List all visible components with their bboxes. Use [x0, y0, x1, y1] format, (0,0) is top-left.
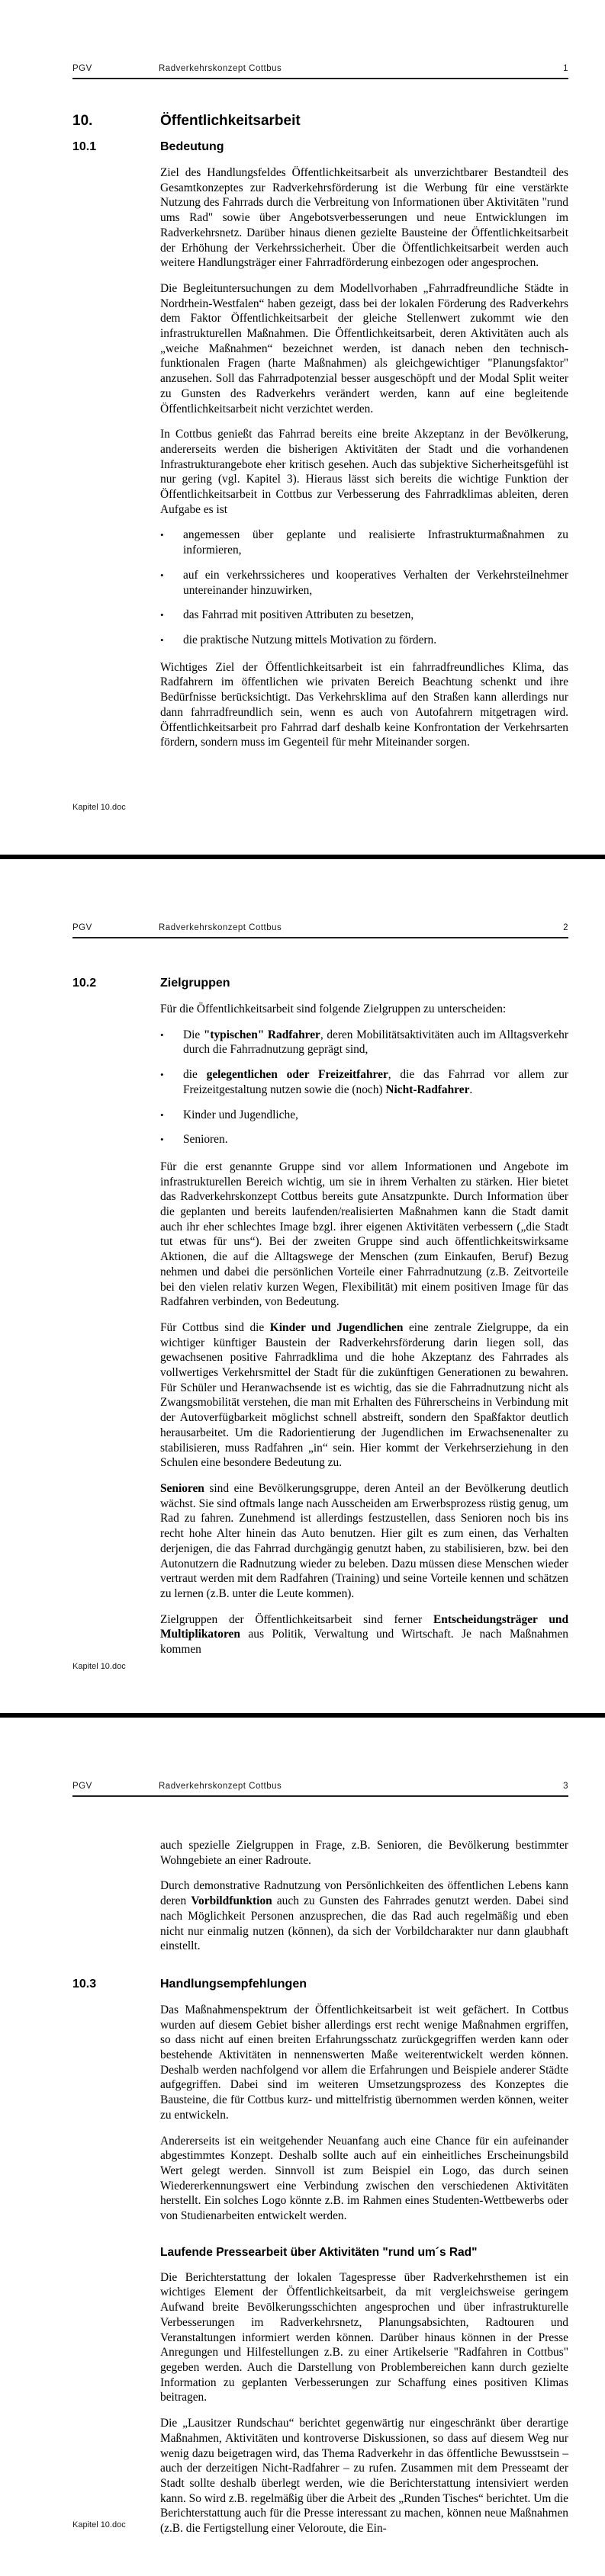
section-heading [72, 140, 568, 154]
section-number: 10.2 [72, 977, 97, 990]
page-content [72, 976, 568, 1668]
sub-heading: Laufende Pressearbeit über Aktivitäten "rund um´s Rad" [160, 2245, 478, 2259]
paragraph: Die Begleituntersuchungen zu dem Modellvorhaben „Fahrradfreundliche Städte in Nordrhein-Westfalen“ haben gezeigt, dass bei der lokalen Förderung des Radverkehrs dem Faktor Öffentlichkeitsarbeit der gleiche Stellenwert zukommt wie den infrastrukturellen Maßnahmen. Die Öffentlichkeitsarbeit, deren Aktivitäten auch als „weiche Maßnahmen“ bezeichnet werden, ist danach neben den technisch-funktionalen Fragen (harte Maßnahmen) als gleichgewichtiger "Planungsfaktor" anzusehen. Soll das Fahrradpotenzial besser ausgeschöpft und der Modal Split weiter zu Gunsten des Radverkehrs verändert werden, kann auf eine begleitende Öffentlichkeitsarbeit nicht verzichtet werden. [160, 281, 568, 415]
page-1 [0, 0, 605, 855]
paragraph: Die Berichterstattung der lokalen Tagespresse über Radverkehrsthemen ist ein wichtiges Element der Öffentlichkeitsarbeit, da mit vergleichsweise geringem Aufwand breite Bevölkerungsschichten angesprochen und über infrastrukturelle Verbesserungen im Radverkehrsnetz, Planungsabsichten, Radtouren und Veranstaltungen informiert werden können. Darüber hinaus können in der Presse Anregungen und Hilfestellungen z.B. zu einer Artikelserie "Radfahren in Cottbus" gegeben werden. Auch die Darstellung von Problembereichen kann durch gezielte Information zu geplanten Verbesserungen zur Schaffung eines positiven Klimas beitragen. [160, 2270, 568, 2404]
paragraph: Für die Öffentlichkeitsarbeit sind folgende Zielgruppen zu unterscheiden: [160, 1002, 507, 1015]
page-footer: Kapitel 10.doc [72, 803, 126, 812]
bullet-dot: • [160, 609, 164, 621]
page-2 [0, 859, 605, 1713]
paragraph: Zielgruppen der Öffentlichkeitsarbeit sind ferner Entscheidungsträger und Multiplikatoren aus Politik, Verwaltung und Wirtschaft. Je nach Maßnahmen kommen [160, 1612, 568, 1657]
section-number: 10. [72, 113, 93, 129]
bullet-dot: • [160, 1028, 164, 1041]
section-heading [72, 113, 568, 130]
page-header [72, 1782, 568, 1791]
header-title: Radverkehrskonzept Cottbus [159, 1782, 282, 1791]
bullet-dot: • [160, 1069, 164, 1081]
bullet-text: angemessen über geplante und realisierte Infrastrukturmaßnahmen zu informieren, [183, 528, 568, 557]
bullet-item [160, 608, 568, 623]
section-heading [72, 976, 568, 990]
paragraph: Durch demonstrative Radnutzung von Persönlichkeiten des öffentlichen Lebens kann deren Vorbildfunktion auch zu Gunsten des Fahrrades genutzt werden. Dabei sind nach Möglichkeit Personen anzusprechen, die das Rad auch regelmäßig und eben nicht nur einmalig nutzen (können), da sich der Vorbildcharakter nur dann glaubhaft einstellt. [160, 1879, 568, 1953]
header-author: PGV [72, 1782, 92, 1791]
header-author: PGV [72, 64, 92, 73]
bullet-list [160, 528, 568, 647]
page-footer: Kapitel 10.doc [72, 1662, 126, 1671]
bullet-item [160, 1028, 568, 1057]
header-rule [72, 1795, 568, 1797]
bullet-dot: • [160, 1108, 164, 1121]
page-footer: Kapitel 10.doc [72, 2520, 126, 2529]
bullet-item [160, 1132, 568, 1147]
bullet-text: Kinder und Jugendliche, [183, 1108, 298, 1121]
section-heading [72, 1977, 568, 1991]
page-header [72, 64, 568, 73]
bullet-list [160, 1028, 568, 1147]
page-content [72, 113, 568, 761]
bullet-item [160, 528, 568, 557]
header-author: PGV [72, 923, 92, 932]
paragraph: In Cottbus genießt das Fahrrad bereits eine breite Akzeptanz in der Bevölkerung, andererseits werden die bisherigen Aktivitäten der Stadt und die vorhandenen Infrastrukturangebote eher kritisch gesehen. Auch das subjektive Sicherheitsgefühl ist nur gering (vgl. Kapitel 3). Hieraus lässt sich bereits die wichtige Funktion der Öffentlichkeitsarbeit in Cottbus zur Verbesserung des Fahrradklimas ableiten, deren Aufgabe es ist [160, 428, 568, 516]
paragraph: Für die erst genannte Gruppe sind vor allem Informationen und Angebote im infrastrukturellen Bereich wichtig, um sie in ihrem Verhalten zu stärken. Hier bietet das Radverkehrskonzept Cottbus bereits gute Ansatzpunkte. Durch Information über die geplanten und bereits laufenden/realisierten Maßnahmen kann die Stadt damit auch ihr eher schlechtes Image bzgl. ihrer eigenen Aktivitäten verbessern („die Stadt tut etwas für uns“). Bei der zweiten Gruppe sind auch öffentlichkeitswirksame Aktionen, die auf die Alltagswege der Menschen (zum Einkaufen, Beruf) Bezug nehmen und dabei die persönlichen Vorteile einer Fahrradnutzung (z.B. Zeitvorteile bei den vielen relativ kurzen Wegen, Flexibilität) mit einem positiven Image für das Radfahren verbinden, von Bedeutung. [160, 1160, 568, 1309]
section-title: Öffentlichkeitsarbeit [160, 113, 301, 129]
bullet-item [160, 1108, 568, 1123]
paragraph: Die „Lausitzer Rundschau“ berichtet gegenwärtig nur eingeschränkt über derartige Maßnahmen, Aktivitäten und kontroverse Diskussionen, so dass auf diesem Weg nur wenig dazu beigetragen wird, das Thema Radverkehr in das öffentliche Bewusstsein – auch der derzeitigen Nicht-Radfahrer – zu rufen. Zusammen mit dem Presseamt der Stadt sollte deshalb überlegt werden, wie die Berichterstattung intensiviert werden kann. So wird z.B. regelmäßig über die Arbeit des „Runden Tisches“ berichtet. Um die Berichterstattung auch für die Presse interessant zu machen, können neue Maßnahmen (z.B. die Fertigstellung einer Veloroute, die Ein- [160, 2417, 568, 2536]
paragraph: Ziel des Handlungsfeldes Öffentlichkeitsarbeit als unverzichtbarer Bestandteil des Gesamtkonzeptes zur Radverkehrsförderung ist die Werbung für eine verstärkte Nutzung des Fahrrads durch die Verbreitung von Informationen über Aktivitäten "rund ums Rad" sowie über Angebotsverbesserungen und neue Entwicklungen im Radverkehrsnetz. Darüber hinaus dienen gezielte Bausteine der Öffentlichkeitsarbeit der Erhöhung der Verkehrssicherheit. Über die Öffentlichkeitsarbeit werden auch weitere Handlungsträger einer Fahrradförderung einbezogen oder angesprochen. [160, 166, 568, 270]
header-title: Radverkehrskonzept Cottbus [159, 923, 282, 932]
bullet-text: die praktische Nutzung mittels Motivation zu fördern. [183, 633, 437, 646]
bullet-text: auf ein verkehrssicheres und kooperatives Verhalten der Verkehrsteilnehmer untereinander hinzuwirken, [183, 568, 568, 597]
section-title: Zielgruppen [160, 977, 230, 990]
page-content [72, 1838, 568, 2547]
bullet-dot: • [160, 569, 164, 581]
paragraph: auch spezielle Zielgruppen in Frage, z.B. Senioren, die Bevölkerung bestimmter Wohngebiete an einer Radroute. [160, 1839, 568, 1867]
section-title: Handlungsempfehlungen [160, 1977, 307, 1991]
page-number: 3 [563, 1782, 568, 1791]
bullet-dot: • [160, 1134, 164, 1146]
header-title: Radverkehrskonzept Cottbus [159, 64, 282, 73]
page-3 [0, 1718, 605, 2576]
bullet-item [160, 1067, 568, 1097]
bullet-dot: • [160, 529, 164, 541]
page-number: 1 [563, 64, 568, 73]
bullet-text: das Fahrrad mit positiven Attributen zu besetzen, [183, 608, 414, 622]
bullet-text: die gelegentlichen oder Freizeitfahrer, die das Fahrrad vor allem zur Freizeitgestaltung nutzen sowie die (noch) Nicht-Radfahrer. [183, 1068, 569, 1096]
bullet-item [160, 568, 568, 598]
page-header [72, 923, 568, 932]
page-number: 2 [563, 923, 568, 932]
bullet-text: Senioren. [183, 1133, 228, 1147]
section-number: 10.1 [72, 140, 97, 153]
paragraph: Wichtiges Ziel der Öffentlichkeitsarbeit ist ein fahrradfreundliches Klima, das Radfahrern im öffentlichen wie privaten Bereich Beachtung schenkt und ihre Bedürfnisse berücksichtigt. Das Verkehrsklima auf den Straßen kann allerdings nur dann fahrradfreundlich sein, wenn es auch von Autofahrern mitgetragen wird. Öffentlichkeitsarbeit pro Fahrrad darf deshalb keine Konfrontation der Verkehrsarten fördern, sondern muss im Gegenteil für mehr Miteinander sorgen. [160, 660, 568, 749]
section-number: 10.3 [72, 1977, 97, 1991]
paragraph: Das Maßnahmenspektrum der Öffentlichkeitsarbeit ist weit gefächert. In Cottbus wurden auf diesem Gebiet bisher allerdings erst recht wenige Maßnahmen ergriffen, so dass nicht auf einen breiten Erfahrungsschatz zurückgegriffen werden kann oder bestehende Aktivitäten in nennenswerten Maße weiterentwickelt werden können. Deshalb werden nachfolgend vor allem die Erfahrungen und Beispiele anderer Städte aufgegriffen. Dabei sind im weiteren Umsetzungsprozess des Konzeptes die Bausteine, die für Cottbus kurz- und mittelfristig übernommen werden können, weiter zu entwickeln. [160, 2003, 568, 2122]
bullet-dot: • [160, 634, 164, 646]
paragraph: Senioren sind eine Bevölkerungsgruppe, deren Anteil an der Bevölkerung deutlich wächst. Sie sind oftmals lange nach Ausscheiden am Erwerbsprozess rüstig genug, um Rad zu fahren. Zunehmend ist allerdings festzustellen, dass Senioren noch bis ins recht hohe Alter hinein das Auto benutzen. Hier gilt es zum einen, das Verhalten derjenigen, die das Fahrrad durchgängig genutzt haben, zu stabilisieren, bzw. bei den Autonutzern die Radnutzung wieder zu beleben. Dazu müssen diese Menschen wieder vertraut werden mit dem Radfahren (Training) und seine Vorteile kennen und schätzen zu lernen (z.B. unter die Leute kommen). [160, 1481, 568, 1600]
bullet-text: Die "typischen" Radfahrer, deren Mobilitätsaktivitäten auch im Alltagsverkehr durch die Fahrradnutzung geprägt sind, [183, 1028, 568, 1057]
header-rule [72, 78, 568, 79]
header-rule [72, 937, 568, 938]
paragraph: Andererseits ist ein weitgehender Neuanfang auch eine Chance für ein aufeinander abgestimmtes Konzept. Deshalb sollte auch auf ein einheitliches Erscheinungsbild Wert gelegt werden. Sinnvoll ist zum Beispiel ein Logo, das durch seinen Wiedererkennungswert eine Verbindung zwischen den verschiedenen Aktivitäten herstellt. Ein solches Logo könnte z.B. im Rahmen eines Studenten-Wettbewerbs oder von Studienarbeiten entwickelt werden. [160, 2134, 568, 2223]
paragraph: Für Cottbus sind die Kinder und Jugendlichen eine zentrale Zielgruppe, da ein wichtiger künftiger Baustein der Radverkehrsförderung darin liegen soll, das gewachsenen positive Fahrradklima und die hohe Akzeptanz des Fahrrades als vollwertiges Verkehrsmittel der Stadt für die zukünftigen Generationen zu bewahren. Für Schüler und Heranwachsende ist es wichtig, das sie die Fahrradnutzung nicht als Zwangsmobilität verstehen, die man mit Erhalten des Führerscheins in Verbindung mit der Autoverfügbarkeit möglichst schnell abstreift, sondern den Spaßfaktor deutlich herausarbeitet. Um die Radorientierung der Jugendlichen im Erwachsenenalter zu stabilisieren, muss Radfahren „in“ sein. Hier kommt der Verkehrserziehung in den Schulen eine besondere Bedeutung zu. [160, 1320, 569, 1470]
bullet-item [160, 633, 568, 648]
section-title: Bedeutung [160, 140, 224, 153]
